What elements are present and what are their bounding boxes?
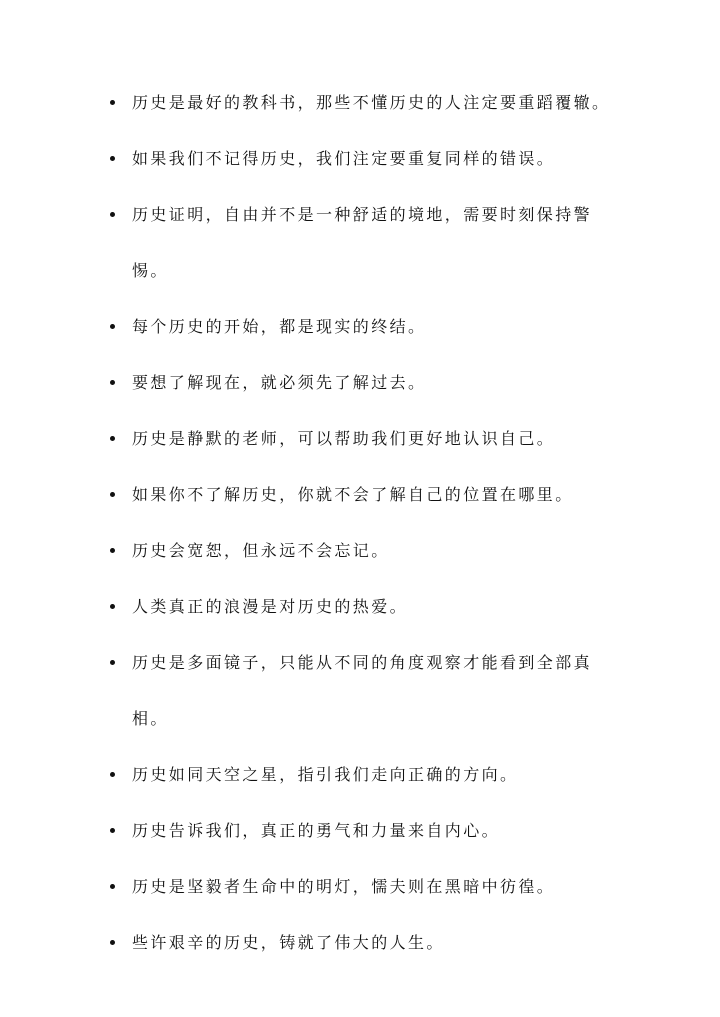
bullet-icon <box>110 940 115 945</box>
list-item <box>108 411 628 467</box>
quote-list <box>108 75 628 971</box>
bullet-icon <box>110 324 115 329</box>
bullet-icon <box>110 548 115 553</box>
list-item <box>108 187 628 299</box>
bullet-icon <box>110 884 115 889</box>
quote-text: 每个历史的开始，都是现实的终结。 <box>132 317 427 336</box>
list-item <box>108 299 628 355</box>
list-item <box>108 747 628 803</box>
bullet-icon <box>110 156 115 161</box>
list-item <box>108 579 628 635</box>
bullet-icon <box>110 660 115 665</box>
quote-text: 历史是最好的教科书，那些不懂历史的人注定要重蹈覆辙。 <box>132 93 611 112</box>
bullet-icon <box>110 828 115 833</box>
list-item <box>108 355 628 411</box>
quote-text: 人类真正的浪漫是对历史的热爱。 <box>132 597 409 616</box>
quote-text: 如果我们不记得历史，我们注定要重复同样的错误。 <box>132 149 556 168</box>
bullet-icon <box>110 100 115 105</box>
bullet-icon <box>110 492 115 497</box>
quote-text: 历史如同天空之星，指引我们走向正确的方向。 <box>132 765 519 784</box>
list-item <box>108 467 628 523</box>
quote-text: 要想了解现在，就必须先了解过去。 <box>132 373 427 392</box>
quote-text: 些许艰辛的历史，铸就了伟大的人生。 <box>132 933 445 952</box>
list-item <box>108 859 628 915</box>
list-item <box>108 131 628 187</box>
list-item <box>108 915 628 971</box>
list-item <box>108 523 628 579</box>
quote-text: 历史会宽恕，但永远不会忘记。 <box>132 541 390 560</box>
quote-text: 历史是静默的老师，可以帮助我们更好地认识自己。 <box>132 429 556 448</box>
bullet-icon <box>110 604 115 609</box>
quote-text: 历史是多面镜子，只能从不同的角度观察才能看到全部真相。 <box>132 653 593 728</box>
bullet-icon <box>110 772 115 777</box>
quote-text: 历史证明，自由并不是一种舒适的境地，需要时刻保持警惕。 <box>132 205 593 280</box>
quote-text: 历史是坚毅者生命中的明灯，懦夫则在黑暗中彷徨。 <box>132 877 556 896</box>
bullet-icon <box>110 212 115 217</box>
list-item <box>108 75 628 131</box>
list-item <box>108 635 628 747</box>
quote-text: 历史告诉我们，真正的勇气和力量来自内心。 <box>132 821 501 840</box>
bullet-icon <box>110 436 115 441</box>
bullet-icon <box>110 380 115 385</box>
list-item <box>108 803 628 859</box>
quote-text: 如果你不了解历史，你就不会了解自己的位置在哪里。 <box>132 485 574 504</box>
